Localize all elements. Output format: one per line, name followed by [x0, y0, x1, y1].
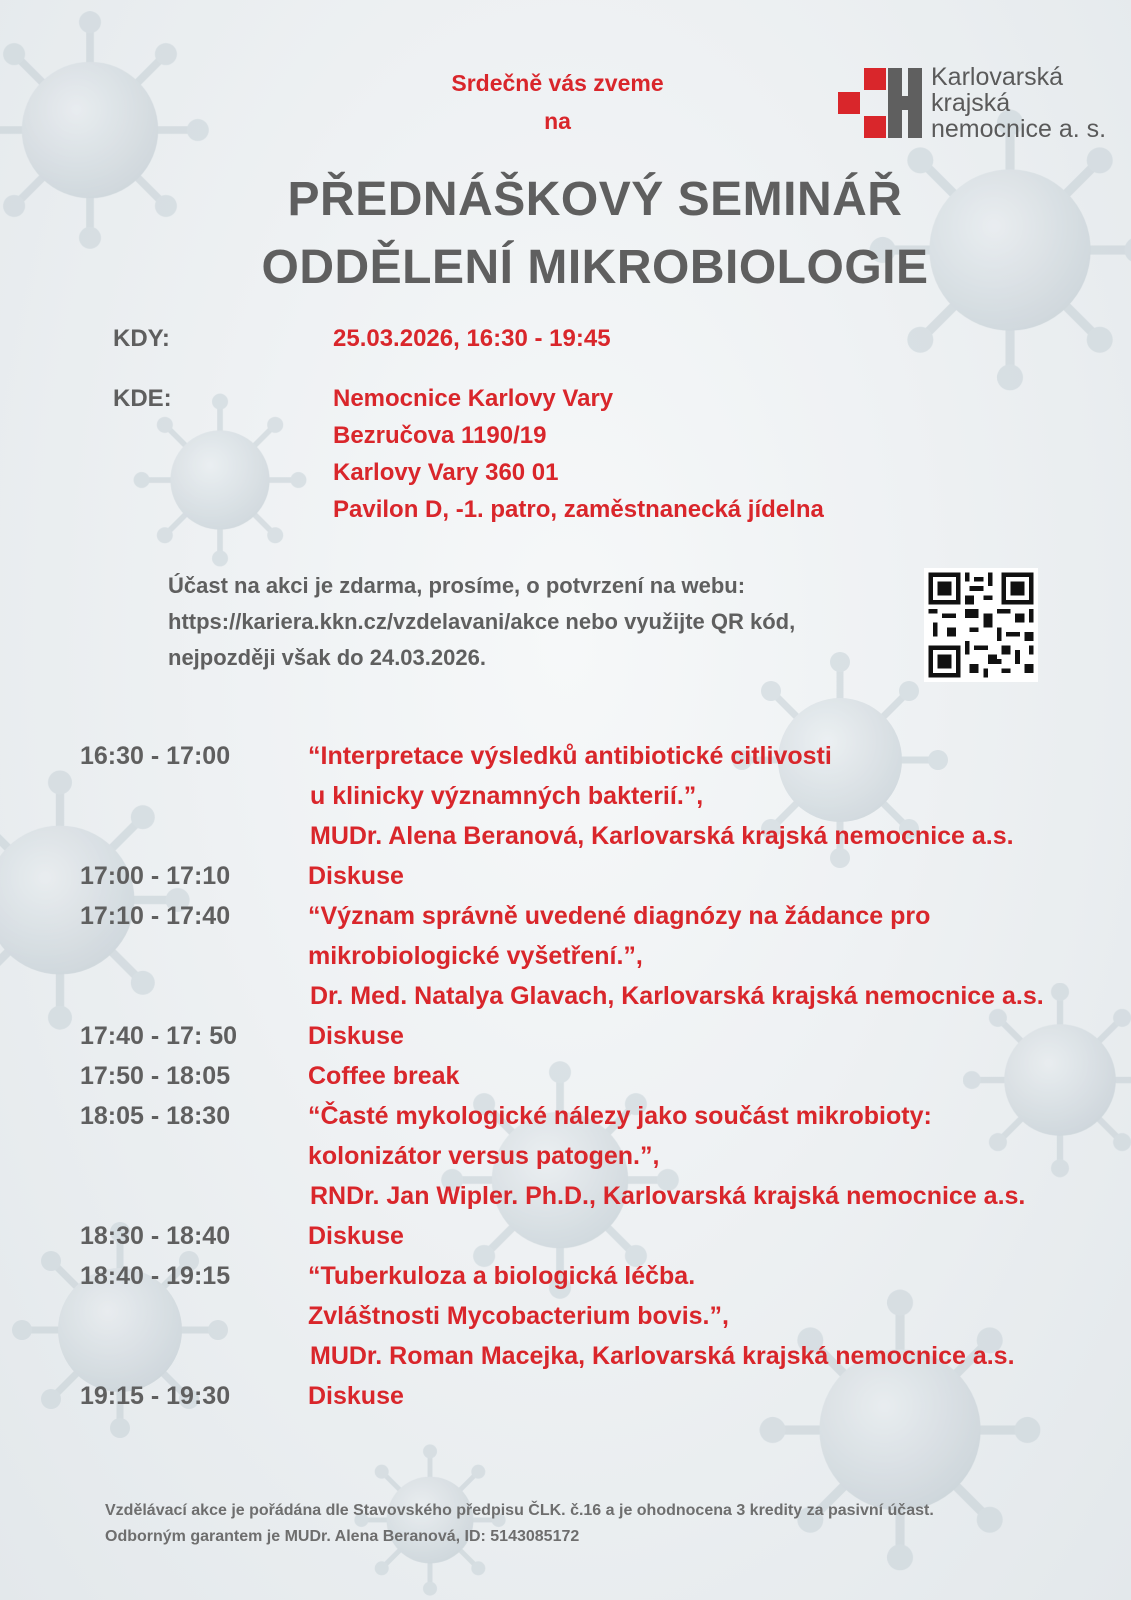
program-time: 17:00 - 17:10	[80, 862, 231, 890]
program-speaker: Dr. Med. Natalya Glavach, Karlovarská krajská nemocnice a.s.	[310, 982, 1044, 1010]
where-line: Bezručova 1190/19	[333, 422, 547, 449]
program-time: 17:50 - 18:05	[80, 1062, 231, 1090]
program-speaker: MUDr. Roman Macejka, Karlovarská krajská nemocnice a.s.	[310, 1342, 1015, 1370]
program-line: Diskuse	[308, 1382, 404, 1410]
footer-accreditation: Vzdělávací akce je pořádána dle Stavovského předpisu ČLK. č.16 a je ohodnocena 3 kredity za pasivní účast.	[105, 1502, 934, 1519]
when-label: KDY:	[113, 325, 170, 352]
program-line: “Tuberkuloza a biologická léčba.	[308, 1262, 696, 1290]
program-time: 17:40 - 17: 50	[80, 1022, 238, 1050]
program-time: 18:05 - 18:30	[80, 1102, 231, 1130]
logo-line-3: nemocnice a. s.	[931, 115, 1107, 143]
program-time: 17:10 - 17:40	[80, 902, 231, 930]
program-time: 16:30 - 17:00	[80, 742, 231, 770]
program-time: 18:30 - 18:40	[80, 1222, 231, 1250]
hospital-cross-icon	[838, 68, 922, 140]
registration-note-line: Účast na akci je zdarma, prosíme, o potvrzení na webu:	[168, 573, 746, 598]
program-line: kolonizátor versus patogen.”,	[308, 1142, 660, 1170]
program-time: 19:15 - 19:30	[80, 1382, 231, 1410]
program-speaker: MUDr. Alena Beranová, Karlovarská krajská nemocnice a.s.	[310, 822, 1014, 850]
program-line: Zvláštnosti Mycobacterium bovis.”,	[308, 1302, 729, 1330]
program-line: “Význam správně uvedené diagnózy na žádance pro	[308, 902, 931, 930]
logo-line-1: Karlovarská	[931, 63, 1063, 91]
where-line: Karlovy Vary 360 01	[333, 459, 559, 486]
registration-note-line: https://kariera.kkn.cz/vzdelavani/akce nebo využijte QR kód,	[168, 609, 796, 634]
program-line: u klinicky významných bakterií.”,	[310, 782, 704, 810]
program-line: Diskuse	[308, 1022, 404, 1050]
program-line: Coffee break	[308, 1062, 460, 1090]
program-line: “Časté mykologické nálezy jako součást mikrobioty:	[308, 1102, 932, 1130]
where-line: Pavilon D, -1. patro, zaměstnanecká jídelna	[333, 496, 824, 523]
where-line: Nemocnice Karlovy Vary	[333, 385, 614, 412]
qr-code[interactable]	[924, 568, 1038, 682]
program-line: mikrobiologické vyšetření.”,	[308, 942, 643, 970]
when-value: 25.03.2026, 16:30 - 19:45	[333, 325, 611, 352]
hospital-logo	[838, 63, 1118, 146]
program-line: Diskuse	[308, 1222, 404, 1250]
program-line: Diskuse	[308, 862, 404, 890]
logo-line-2: krajská	[931, 89, 1011, 117]
where-label: KDE:	[113, 385, 172, 412]
invitation-line-na: na	[544, 108, 571, 134]
registration-note-line: nejpozději však do 24.03.2026.	[168, 645, 486, 670]
page-title-line-1: PŘEDNÁŠKOVÝ SEMINÁŘ	[287, 173, 903, 226]
program-time: 18:40 - 19:15	[80, 1262, 231, 1290]
program-speaker: RNDr. Jan Wipler. Ph.D., Karlovarská krajská nemocnice a.s.	[310, 1182, 1026, 1210]
invitation-line: Srdečně vás zveme	[451, 70, 664, 96]
page-title-line-2: ODDĚLENÍ MIKROBIOLOGIE	[261, 241, 929, 294]
program-line: “Interpretace výsledků antibiotické citlivosti	[308, 742, 832, 770]
footer-guarantor: Odborným garantem je MUDr. Alena Beranová, ID: 5143085172	[105, 1528, 580, 1545]
